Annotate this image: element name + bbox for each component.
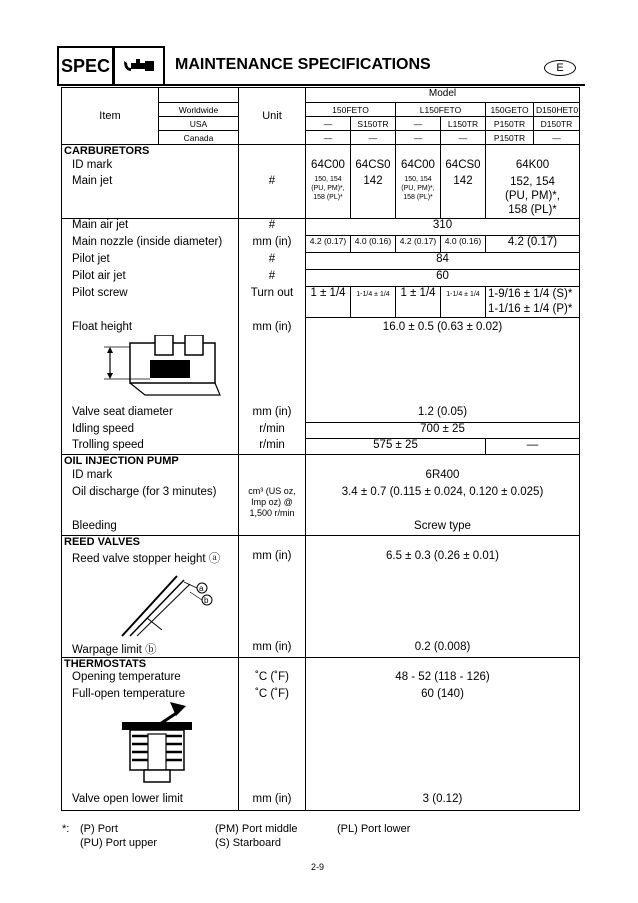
float-height-unit: mm (in) xyxy=(239,318,306,406)
float-height-label: Float height xyxy=(72,320,133,333)
pilot-screw-v1: 1 ± 1/4 xyxy=(306,287,351,318)
carb-id-mark-label: ID mark xyxy=(62,159,239,175)
warpage-value: 0.2 (0.008) xyxy=(306,641,580,658)
model-d150het0: D150HET0 xyxy=(534,103,580,117)
lower-limit-label: Valve open lower limit xyxy=(62,793,239,810)
model-150geto: 150GETO xyxy=(486,103,534,117)
idling-unit: r/min xyxy=(239,423,306,439)
footnote-port-middle: (PM) Port middle xyxy=(215,823,298,835)
section-oil-pump: OIL INJECTION PUMP xyxy=(62,455,239,469)
page-title: MAINTENANCE SPECIFICATIONS xyxy=(175,56,431,73)
pilot-screw-v2: 1-1/4 ± 1/4 xyxy=(351,287,396,318)
main-air-jet-label: Main air jet xyxy=(62,219,239,236)
float-height-diagram xyxy=(100,335,230,399)
main-jet-v3b: (PU, PM)*, xyxy=(401,184,435,192)
main-jet-v1c: 158 (PL)* xyxy=(313,193,343,201)
usa-6: D150TR xyxy=(534,117,580,131)
idling-value: 700 ± 25 xyxy=(306,423,580,439)
trolling-unit: r/min xyxy=(239,439,306,455)
section-reed-valves: REED VALVES xyxy=(62,536,239,550)
section-carburetors: CARBURETORS xyxy=(62,145,239,159)
footnote-port-upper: (PU) Port upper xyxy=(80,837,158,849)
reed-valve-diagram xyxy=(102,568,232,638)
carb-id-v1: 64C00 xyxy=(306,159,351,175)
main-jet-v3a: 150, 154 xyxy=(404,175,432,183)
warpage-unit: mm (in) xyxy=(239,641,306,658)
main-nozzle-label: Main nozzle (inside diameter) xyxy=(62,236,239,253)
trolling-value: 575 ± 25 xyxy=(306,439,486,455)
model-header: Model xyxy=(306,88,580,103)
pilot-screw-v5b: 1-1/16 ± 1/4 (P)* xyxy=(488,303,573,315)
footnote-port-lower: (PL) Port lower xyxy=(337,823,411,835)
pilot-jet-value: 84 xyxy=(306,253,580,270)
main-nozzle-v1: 4.2 (0.17) xyxy=(306,236,351,253)
canada-4: — xyxy=(441,131,486,145)
pilot-screw-v5a: 1-9/16 ± 1/4 (S)* xyxy=(488,288,573,300)
spec-label: SPEC xyxy=(57,46,114,86)
bleeding-value: Screw type xyxy=(306,520,580,536)
carb-id-v4: 64CS0 xyxy=(441,159,486,175)
bleeding-label: Bleeding xyxy=(62,520,239,536)
main-jet-v2: 142 xyxy=(351,175,396,219)
full-open-value: 60 (140) xyxy=(421,688,464,700)
lower-limit-unit: mm (in) xyxy=(239,793,306,810)
region-canada: Canada xyxy=(159,131,239,145)
spec-tool-icon xyxy=(113,46,165,86)
carb-id-v3: 64C00 xyxy=(396,159,441,175)
idling-label: Idling speed xyxy=(62,423,239,439)
main-jet-v5c: 158 (PL)* xyxy=(508,203,557,216)
main-nozzle-unit: mm (in) xyxy=(239,236,306,253)
page-number: 2-9 xyxy=(311,862,325,872)
usa-1: — xyxy=(306,117,351,131)
svg-text:b: b xyxy=(204,595,209,605)
reed-stopper-unit: mm (in) xyxy=(239,550,306,641)
main-jet-v5a: 152, 154 xyxy=(510,175,555,188)
pilot-air-jet-value: 60 xyxy=(306,270,580,287)
main-jet-v4: 142 xyxy=(441,175,486,219)
region-usa: USA xyxy=(159,117,239,131)
pilot-jet-unit: # xyxy=(239,253,306,270)
oil-discharge-value: 3.4 ± 0.7 (0.115 ± 0.024, 0.120 ± 0.025) xyxy=(341,485,544,498)
usa-2: S150TR xyxy=(351,117,396,131)
usa-5: P150TR xyxy=(486,117,534,131)
oil-discharge-unit-a: cm³ (US oz, xyxy=(248,485,296,496)
svg-text:a: a xyxy=(199,583,204,593)
main-air-jet-value: 310 xyxy=(306,219,580,236)
canada-5: P150TR xyxy=(486,131,534,145)
valve-seat-label: Valve seat diameter xyxy=(62,406,239,423)
oil-id-value: 6R400 xyxy=(425,468,460,481)
footnote-port: (P) Port xyxy=(80,823,118,835)
main-nozzle-v2: 4.0 (0.16) xyxy=(351,236,396,253)
full-open-label: Full-open temperature xyxy=(72,688,186,700)
pilot-screw-unit: Turn out xyxy=(239,287,306,318)
usa-4: L150TR xyxy=(441,117,486,131)
oil-discharge-label: Oil discharge (for 3 minutes) xyxy=(62,486,239,520)
unit-header: Unit xyxy=(239,88,306,145)
reed-stopper-value: 6.5 ± 0.3 (0.26 ± 0.01) xyxy=(386,549,499,562)
opening-temp-value: 48 - 52 (118 - 126) xyxy=(395,671,490,683)
canada-6: — xyxy=(534,131,580,145)
main-jet-unit: # xyxy=(239,175,306,219)
header-rule xyxy=(165,84,585,86)
pilot-air-jet-label: Pilot air jet xyxy=(62,270,239,287)
model-l150feto: L150FETO xyxy=(396,103,486,117)
pilot-screw-label: Pilot screw xyxy=(62,287,239,318)
main-jet-v1a: 150, 154 xyxy=(314,175,342,183)
section-thermostats: THERMOSTATS xyxy=(62,657,239,671)
edition-badge: E xyxy=(544,60,576,76)
oil-discharge-unit-c: 1,500 r/min xyxy=(249,507,295,518)
lower-limit-value: 3 (0.12) xyxy=(422,793,463,805)
footnote-starboard: (S) Starboard xyxy=(215,837,282,849)
full-open-unit: ˚C (˚F) xyxy=(239,688,306,793)
valve-seat-value: 1.2 (0.05) xyxy=(306,406,580,423)
canada-2: — xyxy=(351,131,396,145)
main-jet-v5b: (PU, PM)*, xyxy=(505,189,560,202)
pilot-air-jet-unit: # xyxy=(239,270,306,287)
item-header: Item xyxy=(62,88,159,145)
footnote-star: *: xyxy=(62,823,70,835)
trolling-last: — xyxy=(486,439,580,455)
opening-temp-unit: ˚C (˚F) xyxy=(239,671,306,688)
usa-3: — xyxy=(396,117,441,131)
warpage-label: Warpage limit ⓑ xyxy=(62,641,239,658)
spec-table xyxy=(61,87,580,811)
canada-3: — xyxy=(396,131,441,145)
trolling-label: Trolling speed xyxy=(62,439,239,455)
main-nozzle-v4: 4.0 (0.16) xyxy=(441,236,486,253)
pilot-screw-v4: 1-1/4 ± 1/4 xyxy=(441,287,486,318)
carb-id-v5: 64K00 xyxy=(515,158,550,171)
opening-temp-label: Opening temperature xyxy=(62,671,239,688)
valve-seat-unit: mm (in) xyxy=(239,406,306,423)
reed-stopper-label: Reed valve stopper height ⓐ xyxy=(72,552,221,565)
thermostat-diagram xyxy=(100,700,230,786)
canada-1: — xyxy=(306,131,351,145)
pilot-jet-label: Pilot jet xyxy=(62,253,239,270)
float-height-value: 16.0 ± 0.5 (0.63 ± 0.02) xyxy=(382,321,503,333)
main-nozzle-v3: 4.2 (0.17) xyxy=(396,236,441,253)
pilot-screw-v3: 1 ± 1/4 xyxy=(396,287,441,318)
main-air-jet-unit: # xyxy=(239,219,306,236)
main-jet-v3c: 158 (PL)* xyxy=(403,193,433,201)
main-jet-label: Main jet xyxy=(62,175,239,219)
oil-discharge-unit-b: Imp oz) @ xyxy=(251,496,293,507)
model-150feto: 150FETO xyxy=(306,103,396,117)
oil-id-label: ID mark xyxy=(62,469,239,486)
region-worldwide: Worldwide xyxy=(159,103,239,117)
main-jet-v1b: (PU, PM)*, xyxy=(311,184,345,192)
main-nozzle-v5: 4.2 (0.17) xyxy=(486,236,580,253)
carb-id-v2: 64CS0 xyxy=(351,159,396,175)
